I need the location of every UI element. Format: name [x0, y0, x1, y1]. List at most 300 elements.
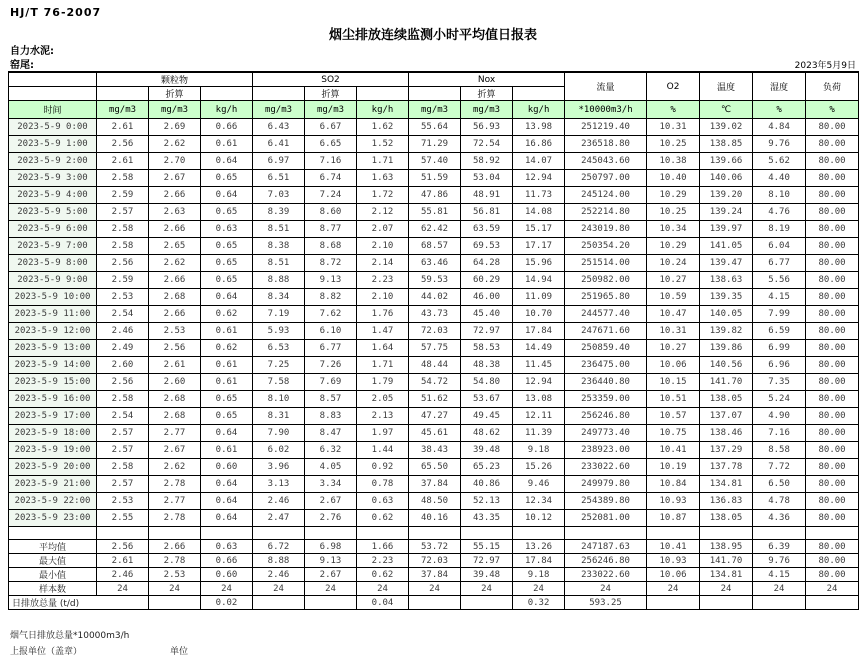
value-cell: 7.16 — [753, 425, 806, 442]
unit-cell: *10000m3/h — [565, 101, 647, 119]
value-cell: 2.58 — [97, 221, 149, 238]
table-row — [9, 204, 859, 221]
value-cell: 7.24 — [305, 187, 357, 204]
table-row — [9, 493, 859, 510]
value-cell: 0.64 — [201, 476, 253, 493]
value-cell: 2.77 — [149, 425, 201, 442]
value-cell: 140.56 — [700, 357, 753, 374]
summary-label: 最小值 — [9, 568, 97, 582]
value-cell: 2.54 — [97, 306, 149, 323]
value-cell: 138.85 — [700, 136, 753, 153]
value-cell: 13.98 — [513, 119, 565, 136]
value-cell: 48.50 — [409, 493, 461, 510]
value-cell: 15.96 — [513, 255, 565, 272]
value-cell: 6.67 — [305, 119, 357, 136]
value-cell: 2.46 — [253, 568, 305, 582]
value-cell: 252081.00 — [565, 510, 647, 527]
value-cell: 80.00 — [806, 170, 859, 187]
value-cell: 55.15 — [461, 540, 513, 554]
value-cell: 2.56 — [97, 540, 149, 554]
unit-cell: ℃ — [700, 101, 753, 119]
value-cell: 53.67 — [461, 391, 513, 408]
value-cell: 7.62 — [305, 306, 357, 323]
time-cell: 2023-5-9 7:00 — [9, 238, 97, 255]
table-row — [9, 272, 859, 289]
value-cell: 2.58 — [97, 459, 149, 476]
value-cell: 138.46 — [700, 425, 753, 442]
value-cell: 249979.80 — [565, 476, 647, 493]
value-cell: 2.56 — [97, 374, 149, 391]
unit-cell: kg/h — [357, 101, 409, 119]
summary-row — [9, 540, 859, 554]
time-cell: 2023-5-9 23:00 — [9, 510, 97, 527]
value-cell — [513, 527, 565, 540]
value-cell — [806, 527, 859, 540]
value-cell: 0.60 — [201, 459, 253, 476]
value-cell: 6.97 — [253, 153, 305, 170]
value-cell: 11.39 — [513, 425, 565, 442]
value-cell: 2.66 — [149, 540, 201, 554]
value-cell: 2.66 — [149, 306, 201, 323]
value-cell: 8.82 — [305, 289, 357, 306]
value-cell: 0.66 — [201, 119, 253, 136]
value-cell: 80.00 — [806, 357, 859, 374]
value-cell: 6.98 — [305, 540, 357, 554]
value-cell: 0.64 — [201, 493, 253, 510]
value-cell: 8.38 — [253, 238, 305, 255]
value-cell: 2.53 — [97, 289, 149, 306]
table-row — [9, 357, 859, 374]
reporting-unit-label: 上报单位（盖章） — [10, 647, 83, 657]
value-cell: 2.23 — [357, 554, 409, 568]
value-cell: 2.58 — [97, 391, 149, 408]
time-cell: 2023-5-9 22:00 — [9, 493, 97, 510]
value-cell: 12.94 — [513, 374, 565, 391]
value-cell: 0.65 — [201, 408, 253, 425]
unit-cell: mg/m3 — [305, 101, 357, 119]
value-cell: 6.10 — [305, 323, 357, 340]
group-load: 负荷 — [806, 72, 859, 101]
value-cell: 1.47 — [357, 323, 409, 340]
so2-converted-label: 折算 — [305, 87, 357, 101]
value-cell: 1.79 — [357, 374, 409, 391]
value-cell: 55.81 — [409, 204, 461, 221]
value-cell: 4.15 — [753, 568, 806, 582]
value-cell: 44.02 — [409, 289, 461, 306]
value-cell: 8.39 — [253, 204, 305, 221]
value-cell: 58.53 — [461, 340, 513, 357]
value-cell: 9.46 — [513, 476, 565, 493]
value-cell: 252214.80 — [565, 204, 647, 221]
value-cell: 6.74 — [305, 170, 357, 187]
group-so2: SO2 — [253, 72, 409, 87]
table-row — [9, 255, 859, 272]
value-cell: 6.77 — [753, 255, 806, 272]
value-cell: 80.00 — [806, 493, 859, 510]
value-cell: 4.40 — [753, 170, 806, 187]
value-cell: 11.09 — [513, 289, 565, 306]
value-cell: 256246.80 — [565, 554, 647, 568]
value-cell — [409, 596, 461, 610]
time-cell: 2023-5-9 8:00 — [9, 255, 97, 272]
spacer-cell — [513, 87, 565, 101]
value-cell: 11.45 — [513, 357, 565, 374]
value-cell: 10.25 — [647, 204, 700, 221]
value-cell: 80.00 — [806, 459, 859, 476]
value-cell: 2.67 — [305, 493, 357, 510]
value-cell — [97, 527, 149, 540]
value-cell: 56.93 — [461, 119, 513, 136]
value-cell: 24 — [97, 582, 149, 596]
value-cell: 24 — [357, 582, 409, 596]
unit-cell: % — [806, 101, 859, 119]
value-cell: 138.95 — [700, 540, 753, 554]
value-cell: 10.59 — [647, 289, 700, 306]
value-cell: 8.47 — [305, 425, 357, 442]
unit-cell: % — [647, 101, 700, 119]
value-cell: 0.62 — [201, 340, 253, 357]
value-cell: 2.59 — [97, 187, 149, 204]
pm-converted-label: 折算 — [149, 87, 201, 101]
flue-gas-total-note: 烟气日排放总量*10000m3/h — [10, 631, 130, 641]
value-cell: 139.82 — [700, 323, 753, 340]
value-cell: 2.54 — [97, 408, 149, 425]
value-cell — [305, 527, 357, 540]
value-cell: 14.08 — [513, 204, 565, 221]
value-cell: 10.93 — [647, 493, 700, 510]
value-cell: 24 — [461, 582, 513, 596]
value-cell: 0.92 — [357, 459, 409, 476]
summary-rows — [9, 527, 859, 610]
value-cell: 8.19 — [753, 221, 806, 238]
value-cell: 2.61 — [97, 153, 149, 170]
header-group-row — [9, 72, 859, 87]
value-cell: 2.57 — [97, 442, 149, 459]
value-cell: 4.90 — [753, 408, 806, 425]
value-cell: 80.00 — [806, 540, 859, 554]
value-cell: 17.84 — [513, 554, 565, 568]
value-cell: 72.97 — [461, 323, 513, 340]
value-cell: 593.25 — [565, 596, 647, 610]
value-cell: 0.04 — [357, 596, 409, 610]
value-cell: 2.57 — [97, 476, 149, 493]
value-cell: 2.78 — [149, 476, 201, 493]
value-cell: 8.60 — [305, 204, 357, 221]
time-cell: 2023-5-9 13:00 — [9, 340, 97, 357]
value-cell: 1.71 — [357, 153, 409, 170]
value-cell: 80.00 — [806, 323, 859, 340]
value-cell: 3.13 — [253, 476, 305, 493]
value-cell: 1.66 — [357, 540, 409, 554]
value-cell — [461, 527, 513, 540]
time-cell: 2023-5-9 0:00 — [9, 119, 97, 136]
value-cell — [565, 527, 647, 540]
value-cell: 0.64 — [201, 289, 253, 306]
company-label: 自力水泥: — [10, 46, 54, 57]
group-particulate: 颗粒物 — [97, 72, 253, 87]
value-cell: 2.78 — [149, 510, 201, 527]
value-cell: 8.83 — [305, 408, 357, 425]
value-cell: 59.53 — [409, 272, 461, 289]
value-cell: 60.29 — [461, 272, 513, 289]
value-cell: 139.20 — [700, 187, 753, 204]
table-row — [9, 442, 859, 459]
value-cell: 2.53 — [149, 568, 201, 582]
value-cell: 65.23 — [461, 459, 513, 476]
time-header-spacer — [9, 72, 97, 87]
value-cell: 7.16 — [305, 153, 357, 170]
value-cell: 80.00 — [806, 238, 859, 255]
value-cell: 2.49 — [97, 340, 149, 357]
value-cell: 2.47 — [253, 510, 305, 527]
value-cell: 39.48 — [461, 568, 513, 582]
value-cell: 2.77 — [149, 493, 201, 510]
value-cell: 63.59 — [461, 221, 513, 238]
value-cell: 10.29 — [647, 238, 700, 255]
value-cell: 51.59 — [409, 170, 461, 187]
value-cell: 1.97 — [357, 425, 409, 442]
value-cell: 46.00 — [461, 289, 513, 306]
value-cell: 137.29 — [700, 442, 753, 459]
value-cell: 13.26 — [513, 540, 565, 554]
value-cell: 250982.00 — [565, 272, 647, 289]
value-cell: 0.61 — [201, 374, 253, 391]
value-cell: 80.00 — [806, 187, 859, 204]
value-cell: 0.62 — [201, 306, 253, 323]
value-cell: 10.70 — [513, 306, 565, 323]
value-cell: 236440.80 — [565, 374, 647, 391]
value-cell: 2.14 — [357, 255, 409, 272]
table-row — [9, 221, 859, 238]
group-humidity: 湿度 — [753, 72, 806, 101]
table-row — [9, 170, 859, 187]
value-cell: 5.93 — [253, 323, 305, 340]
value-cell: 80.00 — [806, 568, 859, 582]
value-cell: 14.07 — [513, 153, 565, 170]
table-row — [9, 425, 859, 442]
value-cell: 2.60 — [97, 357, 149, 374]
value-cell: 72.03 — [409, 554, 461, 568]
value-cell: 2.61 — [149, 357, 201, 374]
table-row — [9, 459, 859, 476]
time-cell: 2023-5-9 12:00 — [9, 323, 97, 340]
value-cell: 37.84 — [409, 476, 461, 493]
value-cell: 9.18 — [513, 442, 565, 459]
table-row — [9, 136, 859, 153]
value-cell: 1.63 — [357, 170, 409, 187]
value-cell: 2.53 — [97, 493, 149, 510]
value-cell: 0.64 — [201, 153, 253, 170]
value-cell: 65.50 — [409, 459, 461, 476]
table-row — [9, 374, 859, 391]
spacer-cell — [97, 87, 149, 101]
value-cell: 7.99 — [753, 306, 806, 323]
value-cell: 250354.20 — [565, 238, 647, 255]
value-cell: 2.66 — [149, 272, 201, 289]
table-row — [9, 306, 859, 323]
value-cell: 0.63 — [201, 540, 253, 554]
value-cell: 80.00 — [806, 289, 859, 306]
value-cell: 8.31 — [253, 408, 305, 425]
value-cell: 24 — [201, 582, 253, 596]
table-row — [9, 391, 859, 408]
value-cell: 238923.00 — [565, 442, 647, 459]
time-cell: 2023-5-9 19:00 — [9, 442, 97, 459]
value-cell: 6.51 — [253, 170, 305, 187]
value-cell: 24 — [565, 582, 647, 596]
value-cell: 12.11 — [513, 408, 565, 425]
time-cell: 2023-5-9 17:00 — [9, 408, 97, 425]
value-cell: 4.15 — [753, 289, 806, 306]
value-cell: 14.94 — [513, 272, 565, 289]
value-cell: 8.68 — [305, 238, 357, 255]
value-cell: 17.84 — [513, 323, 565, 340]
unit-cell: mg/m3 — [97, 101, 149, 119]
value-cell: 245124.00 — [565, 187, 647, 204]
time-cell: 2023-5-9 20:00 — [9, 459, 97, 476]
value-cell: 1.52 — [357, 136, 409, 153]
value-cell: 0.64 — [201, 510, 253, 527]
value-cell: 2.69 — [149, 119, 201, 136]
value-cell: 54.80 — [461, 374, 513, 391]
value-cell: 10.84 — [647, 476, 700, 493]
value-cell: 6.53 — [253, 340, 305, 357]
value-cell: 244577.40 — [565, 306, 647, 323]
value-cell: 8.77 — [305, 221, 357, 238]
value-cell: 40.16 — [409, 510, 461, 527]
value-cell: 13.08 — [513, 391, 565, 408]
value-cell — [253, 596, 305, 610]
value-cell: 8.72 — [305, 255, 357, 272]
value-cell: 2.57 — [97, 425, 149, 442]
value-cell: 10.06 — [647, 568, 700, 582]
value-cell: 236518.80 — [565, 136, 647, 153]
value-cell: 80.00 — [806, 340, 859, 357]
value-cell: 138.05 — [700, 391, 753, 408]
value-cell: 2.56 — [149, 340, 201, 357]
value-cell: 72.54 — [461, 136, 513, 153]
value-cell: 8.51 — [253, 255, 305, 272]
table-row — [9, 119, 859, 136]
value-cell: 9.76 — [753, 136, 806, 153]
table-row — [9, 340, 859, 357]
standard-number: HJ/T 76-2007 — [10, 6, 102, 19]
value-cell: 250797.00 — [565, 170, 647, 187]
value-cell: 233022.60 — [565, 459, 647, 476]
value-cell: 8.58 — [753, 442, 806, 459]
value-cell: 8.10 — [753, 187, 806, 204]
value-cell: 249773.40 — [565, 425, 647, 442]
value-cell: 141.05 — [700, 238, 753, 255]
value-cell: 10.34 — [647, 221, 700, 238]
value-cell: 3.96 — [253, 459, 305, 476]
value-cell: 37.84 — [409, 568, 461, 582]
value-cell — [753, 596, 806, 610]
value-cell: 10.41 — [647, 442, 700, 459]
value-cell: 8.34 — [253, 289, 305, 306]
value-cell: 0.65 — [201, 255, 253, 272]
value-cell: 38.43 — [409, 442, 461, 459]
value-cell: 6.41 — [253, 136, 305, 153]
value-cell: 4.76 — [753, 204, 806, 221]
value-cell: 7.58 — [253, 374, 305, 391]
value-cell: 80.00 — [806, 306, 859, 323]
value-cell: 10.47 — [647, 306, 700, 323]
value-cell: 8.51 — [253, 221, 305, 238]
value-cell: 3.34 — [305, 476, 357, 493]
value-cell: 236475.00 — [565, 357, 647, 374]
value-cell — [149, 596, 201, 610]
value-cell: 6.04 — [753, 238, 806, 255]
value-cell: 8.88 — [253, 272, 305, 289]
value-cell: 8.88 — [253, 554, 305, 568]
summary-label: 日排放总量 (t/d) — [9, 596, 149, 610]
value-cell: 80.00 — [806, 425, 859, 442]
value-cell: 1.44 — [357, 442, 409, 459]
value-cell — [647, 527, 700, 540]
value-cell: 1.71 — [357, 357, 409, 374]
report-table — [8, 71, 859, 610]
value-cell: 24 — [253, 582, 305, 596]
value-cell: 7.90 — [253, 425, 305, 442]
value-cell: 2.10 — [357, 289, 409, 306]
value-cell: 256246.80 — [565, 408, 647, 425]
site-label: 窑尾: — [10, 60, 34, 71]
value-cell: 53.72 — [409, 540, 461, 554]
time-cell: 2023-5-9 3:00 — [9, 170, 97, 187]
value-cell: 6.59 — [753, 323, 806, 340]
value-cell: 0.66 — [201, 554, 253, 568]
value-cell: 48.91 — [461, 187, 513, 204]
value-cell: 2.66 — [149, 221, 201, 238]
value-cell: 12.34 — [513, 493, 565, 510]
value-cell: 6.96 — [753, 357, 806, 374]
value-cell: 10.38 — [647, 153, 700, 170]
value-cell: 2.57 — [97, 204, 149, 221]
value-cell: 251965.80 — [565, 289, 647, 306]
value-cell: 24 — [647, 582, 700, 596]
table-row — [9, 187, 859, 204]
value-cell: 10.27 — [647, 272, 700, 289]
summary-label: 样本数 — [9, 582, 97, 596]
value-cell: 2.12 — [357, 204, 409, 221]
value-cell: 16.86 — [513, 136, 565, 153]
time-cell: 2023-5-9 15:00 — [9, 374, 97, 391]
value-cell: 55.64 — [409, 119, 461, 136]
value-cell: 2.62 — [149, 255, 201, 272]
value-cell: 10.12 — [513, 510, 565, 527]
summary-row — [9, 582, 859, 596]
value-cell: 10.19 — [647, 459, 700, 476]
value-cell: 48.44 — [409, 357, 461, 374]
value-cell: 24 — [513, 582, 565, 596]
value-cell: 137.07 — [700, 408, 753, 425]
value-cell: 7.19 — [253, 306, 305, 323]
value-cell — [409, 527, 461, 540]
value-cell: 10.41 — [647, 540, 700, 554]
value-cell: 6.50 — [753, 476, 806, 493]
value-cell: 6.77 — [305, 340, 357, 357]
value-cell: 80.00 — [806, 221, 859, 238]
value-cell: 139.24 — [700, 204, 753, 221]
summary-label: 平均值 — [9, 540, 97, 554]
value-cell: 2.46 — [97, 323, 149, 340]
group-temperature: 温度 — [700, 72, 753, 101]
value-cell: 80.00 — [806, 442, 859, 459]
value-cell: 6.02 — [253, 442, 305, 459]
value-cell: 80.00 — [806, 476, 859, 493]
value-cell: 2.62 — [149, 136, 201, 153]
